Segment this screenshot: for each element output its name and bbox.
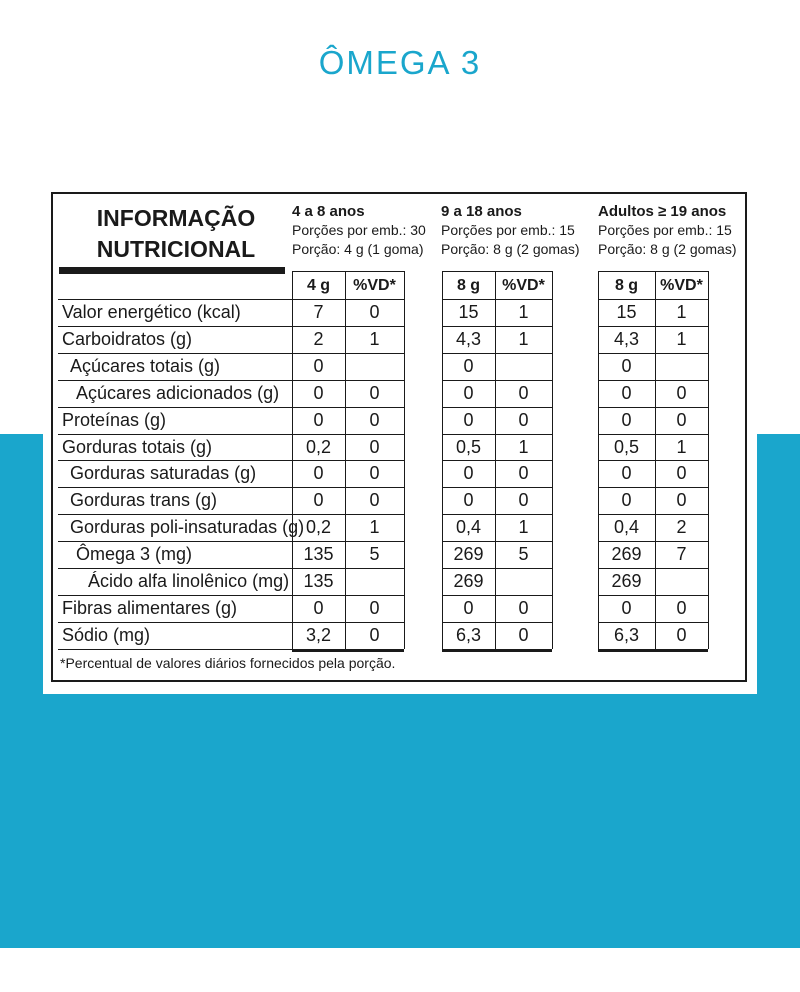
amount-cell: 0	[463, 383, 474, 403]
vd-cell: 0	[369, 625, 380, 645]
group-portions: Porções por emb.: 15	[441, 222, 575, 238]
row-label: Ácido alfa linolênico (mg)	[88, 571, 290, 591]
vd-cell	[655, 353, 708, 379]
footnote: *Percentual de valores diários fornecidos pela porção.	[60, 655, 396, 671]
column-header-vd: %VD*	[660, 277, 703, 294]
amount-cell: 269	[453, 571, 484, 591]
vd-cell	[345, 353, 404, 379]
vd-cell: 0	[518, 490, 529, 510]
row-label: Valor energético (kcal)	[62, 302, 241, 322]
amount-cell: 0	[313, 383, 324, 403]
amount-cell: 6,3	[613, 625, 640, 645]
vd-cell: 2	[676, 517, 687, 537]
vd-cell: 0	[369, 463, 380, 483]
amount-cell: 135	[303, 571, 334, 591]
group-header	[598, 202, 737, 259]
amount-cell: 0	[313, 410, 324, 430]
column-top-rule	[292, 271, 404, 272]
amount-cell: 0	[313, 463, 324, 483]
amount-cell: 15	[458, 302, 479, 322]
amount-cell: 0	[621, 598, 632, 618]
amount-cell: 15	[616, 302, 637, 322]
column-top-rule	[598, 271, 708, 272]
vd-cell: 0	[369, 490, 380, 510]
vd-cell: 0	[676, 490, 687, 510]
vd-cell: 0	[676, 383, 687, 403]
amount-cell: 0	[463, 356, 474, 376]
vd-cell	[495, 568, 552, 594]
group-portion: Porção: 4 g (1 goma)	[292, 241, 424, 257]
group-title: 9 a 18 anos	[441, 203, 522, 220]
vd-cell: 7	[676, 544, 687, 564]
amount-cell: 0	[621, 463, 632, 483]
group-title: 4 a 8 anos	[292, 203, 365, 220]
vd-cell: 0	[676, 625, 687, 645]
vd-cell: 0	[518, 598, 529, 618]
column-divider	[404, 271, 405, 649]
column-header-amount: 4 g	[306, 277, 331, 294]
vd-cell: 0	[676, 463, 687, 483]
amount-cell: 0	[313, 598, 324, 618]
page-title: ÔMEGA 3	[318, 44, 482, 81]
group-header	[441, 202, 580, 259]
amount-cell: 0	[313, 356, 324, 376]
vd-cell: 5	[518, 544, 529, 564]
vd-cell: 0	[369, 598, 380, 618]
vd-cell	[655, 568, 708, 594]
amount-cell: 7	[313, 302, 324, 322]
amount-cell: 0	[463, 490, 474, 510]
table-heading-line-1: INFORMAÇÃO	[96, 205, 256, 231]
vd-cell	[345, 568, 404, 594]
vd-cell: 1	[369, 517, 380, 537]
vd-cell: 0	[518, 625, 529, 645]
table-heading-line-2: NUTRICIONAL	[96, 236, 256, 262]
column-bottom-rule	[598, 649, 708, 652]
amount-cell: 269	[453, 544, 484, 564]
vd-cell: 0	[369, 302, 380, 322]
amount-cell: 135	[303, 544, 334, 564]
row-label: Gorduras saturadas (g)	[70, 463, 257, 483]
vd-cell: 0	[676, 410, 687, 430]
column-header-vd: %VD*	[502, 277, 545, 294]
column-header-amount: 8 g	[456, 277, 481, 294]
amount-cell: 3,2	[305, 625, 332, 645]
column-bottom-rule	[442, 649, 552, 652]
amount-cell: 0	[621, 490, 632, 510]
row-label: Açúcares totais (g)	[70, 356, 221, 376]
row-label: Sódio (mg)	[62, 625, 151, 645]
group-portions: Porções por emb.: 30	[292, 222, 426, 238]
amount-cell: 0,5	[455, 437, 482, 457]
amount-cell: 0	[463, 463, 474, 483]
column-header-amount: 8 g	[614, 277, 639, 294]
column-divider	[708, 271, 709, 649]
vd-cell: 0	[369, 383, 380, 403]
row-label: Gorduras trans (g)	[70, 490, 218, 510]
vd-cell: 0	[676, 598, 687, 618]
group-title: Adultos ≥ 19 anos	[598, 203, 727, 220]
amount-cell: 0,2	[305, 437, 332, 457]
vd-cell: 1	[518, 329, 529, 349]
vd-cell: 1	[518, 517, 529, 537]
vd-cell: 0	[369, 437, 380, 457]
amount-cell: 0,4	[613, 517, 640, 537]
row-label: Proteínas (g)	[62, 410, 167, 430]
group-portion: Porção: 8 g (2 gomas)	[441, 241, 580, 257]
vd-cell: 1	[676, 329, 687, 349]
row-label: Açúcares adicionados (g)	[76, 383, 280, 403]
column-bottom-rule	[292, 649, 404, 652]
vd-cell: 1	[518, 302, 529, 322]
vd-cell	[495, 353, 552, 379]
row-label: Fibras alimentares (g)	[62, 598, 238, 618]
amount-cell: 6,3	[455, 625, 482, 645]
amount-cell: 0	[463, 410, 474, 430]
column-header-vd: %VD*	[353, 277, 396, 294]
vd-cell: 5	[369, 544, 380, 564]
amount-cell: 2	[313, 329, 324, 349]
amount-cell: 0	[621, 410, 632, 430]
vd-cell: 1	[676, 302, 687, 322]
vd-cell: 0	[518, 463, 529, 483]
vd-cell: 0	[518, 383, 529, 403]
column-top-rule	[442, 271, 552, 272]
amount-cell: 269	[611, 571, 642, 591]
vd-cell: 0	[518, 410, 529, 430]
vd-cell: 1	[676, 437, 687, 457]
amount-cell: 0	[463, 598, 474, 618]
label-row-divider	[58, 649, 292, 650]
amount-cell: 0	[621, 356, 632, 376]
group-portions: Porções por emb.: 15	[598, 222, 732, 238]
amount-cell: 0	[313, 490, 324, 510]
amount-cell: 0,5	[613, 437, 640, 457]
group-header	[292, 202, 426, 259]
row-label: Ômega 3 (mg)	[76, 544, 193, 564]
row-label: Gorduras poli-insaturadas (g)	[70, 517, 305, 537]
row-label: Gorduras totais (g)	[62, 437, 213, 457]
vd-cell: 0	[369, 410, 380, 430]
amount-cell: 0,2	[305, 517, 332, 537]
heading-underline	[59, 267, 285, 274]
vd-cell: 1	[369, 329, 380, 349]
amount-cell: 0	[621, 383, 632, 403]
amount-cell: 4,3	[455, 329, 482, 349]
row-label: Carboidratos (g)	[62, 329, 193, 349]
amount-cell: 0,4	[455, 517, 482, 537]
amount-cell: 4,3	[613, 329, 640, 349]
vd-cell: 1	[518, 437, 529, 457]
amount-cell: 269	[611, 544, 642, 564]
group-portion: Porção: 8 g (2 gomas)	[598, 241, 737, 257]
column-divider	[552, 271, 553, 649]
